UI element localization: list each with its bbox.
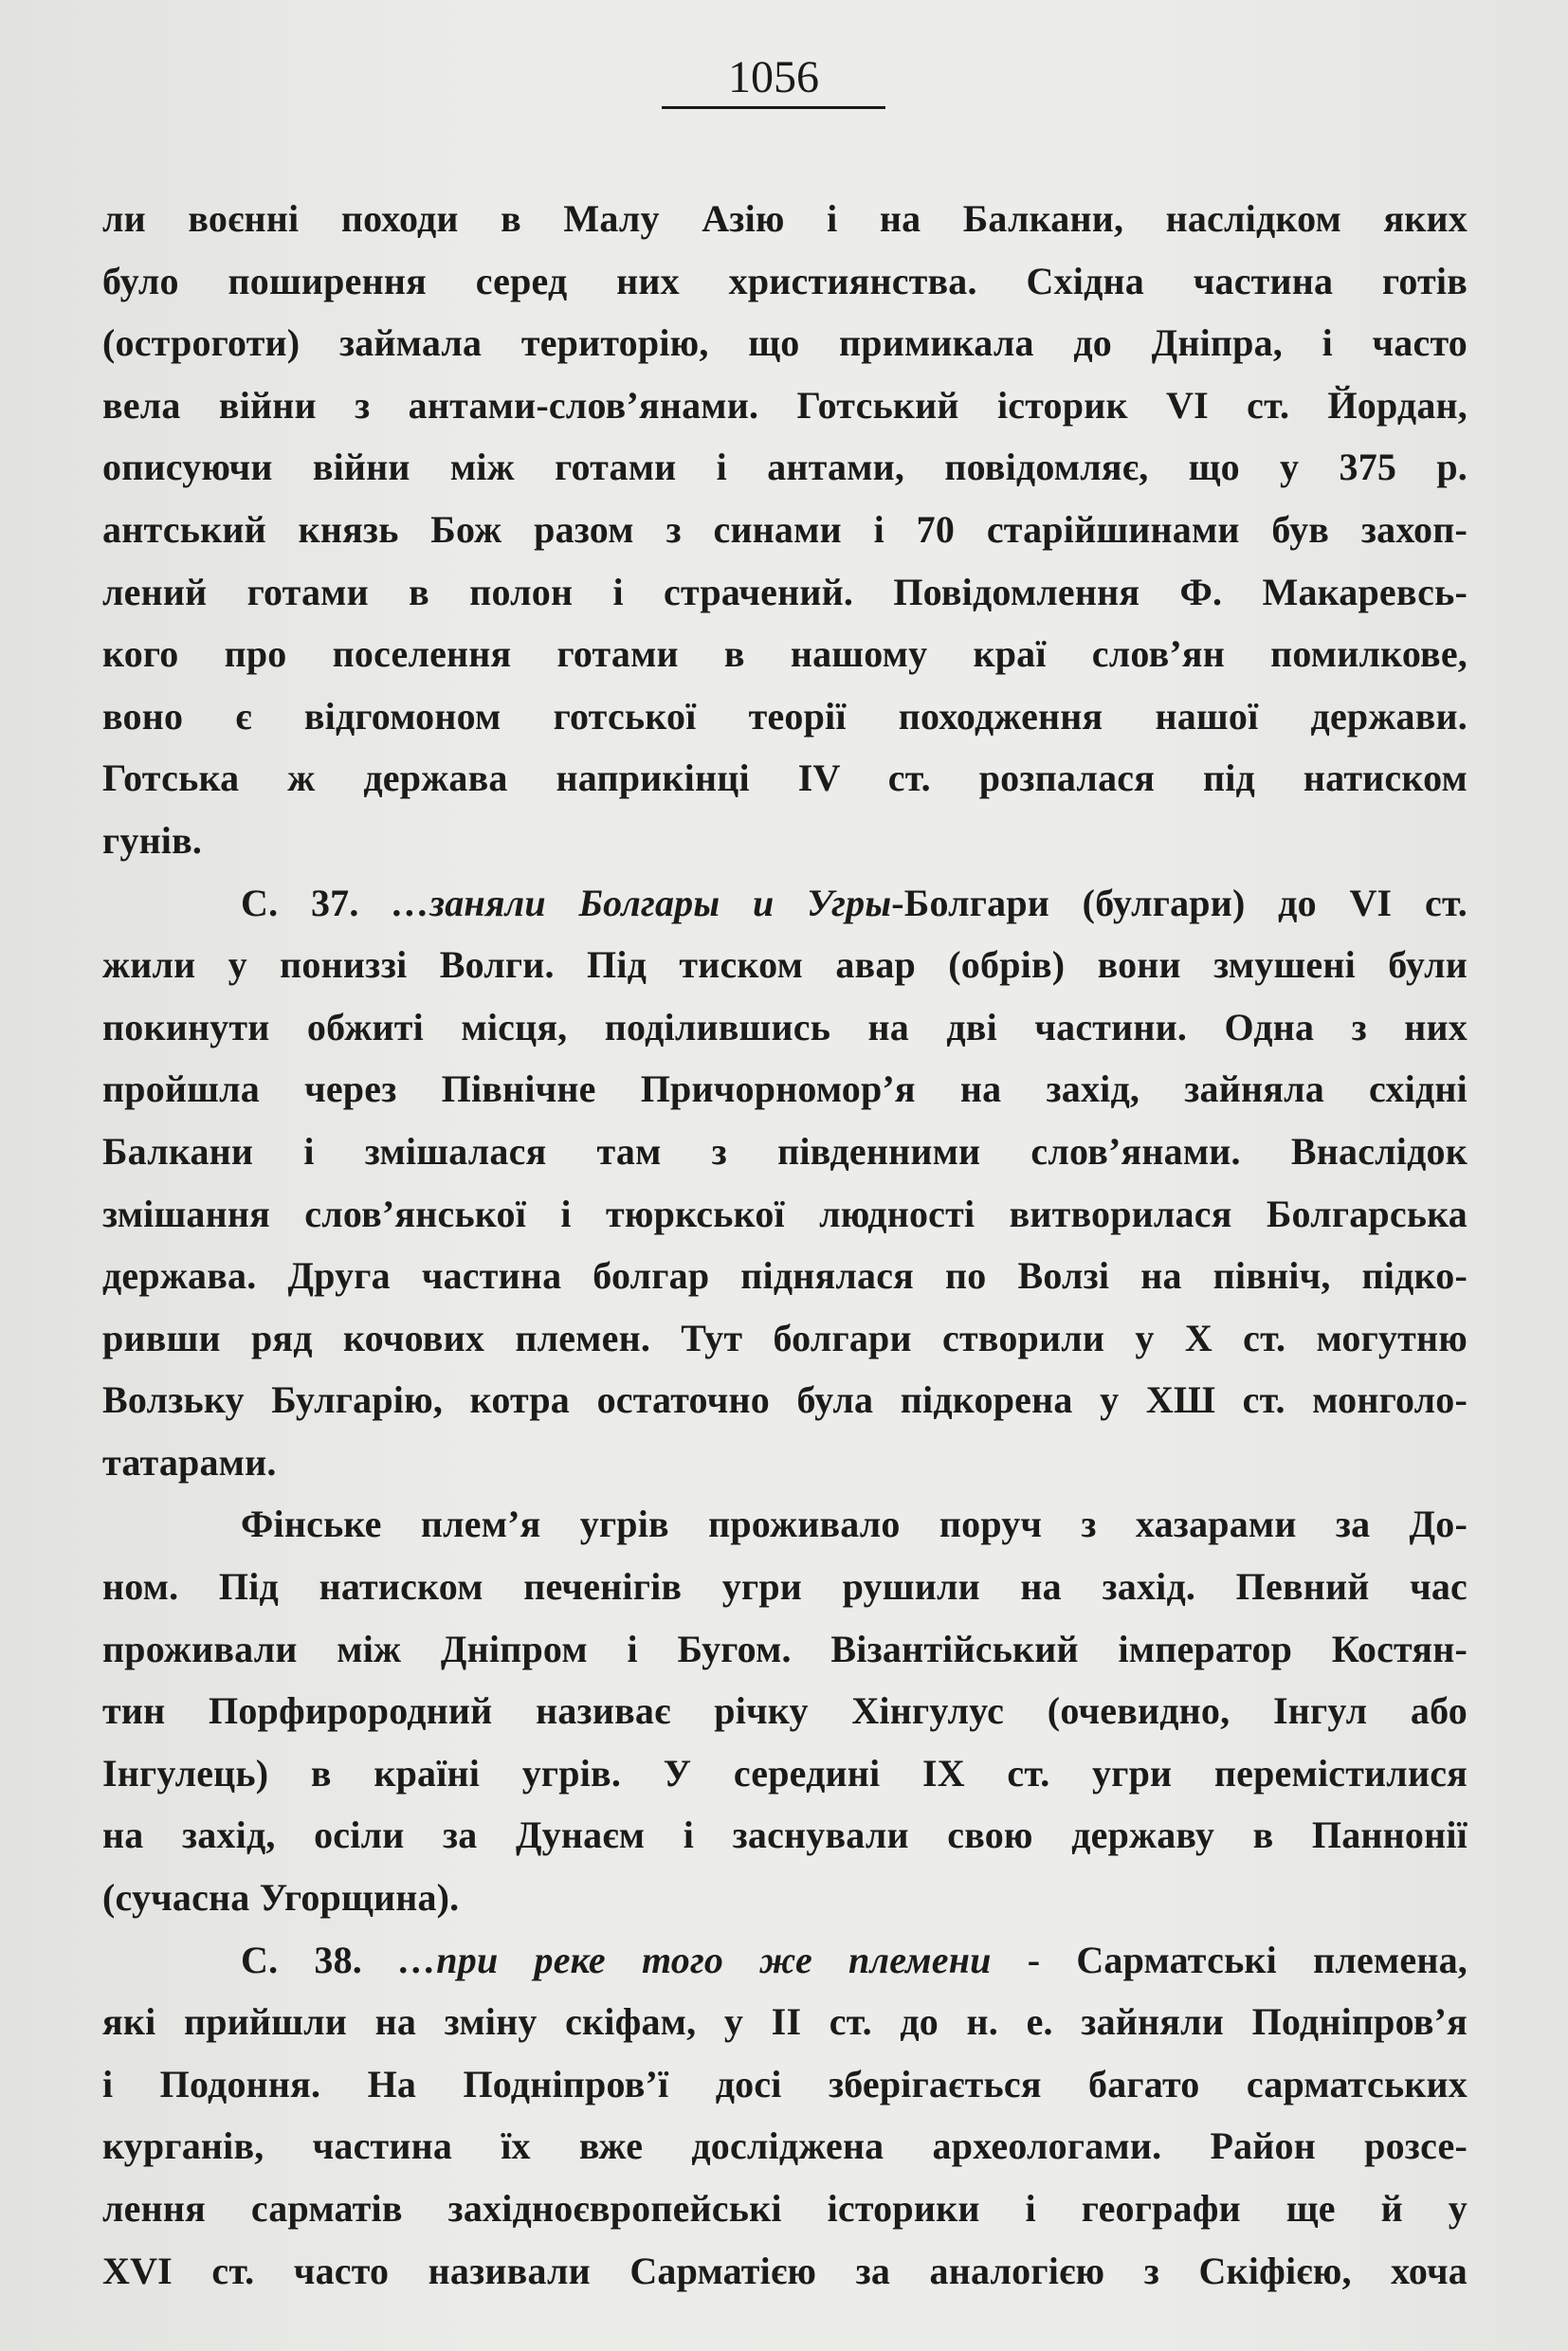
text-line: покинути обжиті місця, поділившись на дві частини. Одна з них (102, 1005, 1468, 1048)
text-line: гунів. (102, 818, 203, 862)
page-number: 1056 (728, 52, 819, 102)
text-line: кого про поселення готами в нашому краї слов’ян помилкове, (102, 632, 1468, 676)
text-line: вела війни з антами-слов’янами. Готський історик VI ст. Йордан, (102, 383, 1468, 427)
text-line: Балкани і змішалася там з південними слов’янами. Внаслідок (102, 1129, 1468, 1173)
text-line: ривши ряд кочових племен. Тут болгари створили у X ст. могутню (102, 1316, 1468, 1359)
text-line: Фінське плем’я угрів проживало поруч з хазарами за До- (241, 1503, 1468, 1546)
text-line: Волзьку Булгарію, котра остаточно була підкорена у ХШ ст. монголо- (102, 1378, 1468, 1422)
text-line: лений готами в полон і страчений. Повідомлення Ф. Макаревсь- (102, 570, 1468, 613)
text-line: які прийшли на зміну скіфам, у II ст. до н. е. зайняли Подніпров’я (102, 2000, 1468, 2044)
text-line: лення сарматів західноєвропейські історики і географи ще й у (102, 2187, 1468, 2230)
text-line: (сучасна Угорщина). (102, 1876, 460, 1920)
text-line: описуючи війни між готами і антами, повідомляє, що у 375 р. (102, 446, 1468, 489)
text-line: змішання слов’янської і тюркської людності витворилася Болгарська (102, 1192, 1468, 1235)
text-line: XVI ст. часто називали Сарматією за аналогією з Скіфією, хоча (102, 2249, 1468, 2292)
commentary-text: -Болгари (булгари) до VI ст. (891, 881, 1468, 924)
text-line: Інгулець) в країні угрів. У середині IX ст. угри перемістилися (102, 1751, 1468, 1795)
page-number-underline (662, 106, 885, 109)
text-line (102, 1929, 1468, 1992)
text-line: воно є відгомоном готської теорії походження нашої держави. (102, 694, 1468, 738)
text-line: проживали між Дніпром і Бугом. Візантійський імператор Костян- (102, 1627, 1468, 1670)
text-line: антський князь Бож разом з синами і 70 старійшинами був захоп- (102, 507, 1468, 551)
text-line: пройшла через Північне Причорномор’я на захід, зайняла східні (102, 1067, 1468, 1111)
text-line: татарами. (102, 1440, 277, 1484)
quoted-source-phrase: …заняли Болгары и Угры (392, 881, 892, 924)
text-line: (остроготи) займала територію, що примикала до Дніпра, і часто (102, 321, 1468, 365)
text-line: жили у пониззі Волги. Під тиском авар (обрів) вони змушені були (102, 943, 1468, 987)
quoted-source-phrase: …при реке того же племени (398, 1938, 992, 1981)
text-line: Готська ж держава наприкінці IV ст. розпалася під натиском (102, 756, 1468, 800)
text-line: на захід, осіли за Дунаєм і заснували свою державу в Паннонії (102, 1813, 1468, 1857)
text-line: було поширення серед них християнства. Східна частина готів (102, 259, 1468, 302)
text-line: курганів, частина їх вже досліджена археологами. Район розсе- (102, 2124, 1468, 2168)
commentary-text: - Сарматські племена, (991, 1938, 1468, 1981)
commentary-reference: С. 37. (241, 881, 392, 924)
text-line (102, 872, 1468, 935)
text-line: тин Порфирородний називає річку Хінгулус (очевидно, Інгул або (102, 1689, 1468, 1733)
text-line: ли воєнні походи в Малу Азію і на Балкани, наслідком яких (102, 197, 1468, 240)
body-text (102, 188, 1468, 2302)
text-line: і Подоння. На Подніпров’ї досі зберігається багато сарматських (102, 2062, 1468, 2105)
text-line: ном. Під натиском печенігів угри рушили на захід. Певний час (102, 1565, 1468, 1609)
commentary-reference: С. 38. (241, 1938, 399, 1981)
text-line: держава. Друга частина болгар піднялася по Волзі на північ, підко- (102, 1254, 1468, 1298)
